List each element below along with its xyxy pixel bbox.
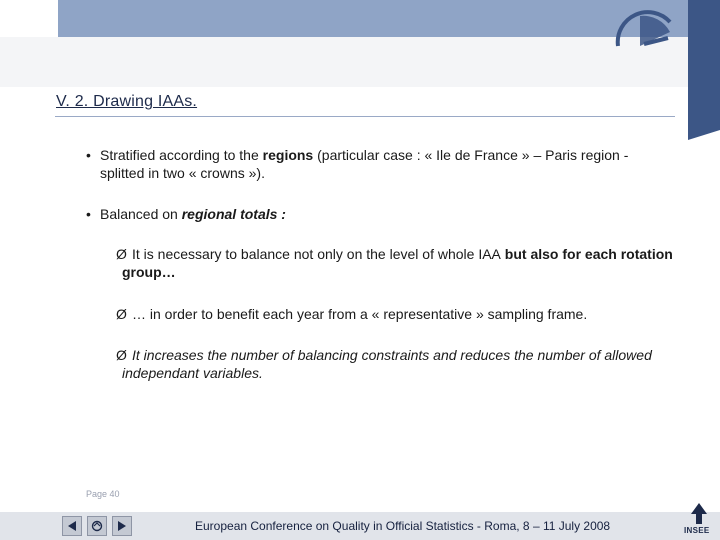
insee-logo-text: INSEE — [684, 526, 710, 535]
arrow-marker: Ø — [116, 246, 127, 262]
bullet-marker: • — [86, 147, 91, 163]
triangle-left-icon — [67, 520, 77, 532]
arrow-text: It is necessary to balance not only on the level of whole IAA but also for each rotation group… — [122, 246, 673, 280]
arrow-text: … in order to benefit each year from a « representative » sampling frame. — [132, 306, 588, 322]
home-button[interactable] — [87, 516, 107, 536]
arrow-marker: Ø — [116, 347, 127, 363]
header-band — [58, 0, 688, 37]
bullet-regions — [86, 146, 676, 182]
arrow-item-sampling-frame — [116, 305, 676, 323]
previous-slide-button[interactable] — [62, 516, 82, 536]
arrow-marker: Ø — [116, 306, 127, 322]
bullet-text: Stratified according to the regions (particular case : « Ile de France » – Paris region - splitted in two « crowns »). — [100, 147, 629, 181]
bullet-regional-totals — [86, 205, 676, 223]
arrow-item-constraints — [116, 346, 676, 382]
arrow-text: It increases the number of balancing constraints and reduces the number of allowed independant variables. — [122, 347, 652, 381]
slide-title: V. 2. Drawing IAAs. — [56, 93, 198, 110]
arrow-item-balance-level — [116, 245, 676, 281]
home-icon — [91, 520, 103, 532]
title-divider — [55, 116, 675, 117]
triangle-right-icon — [117, 520, 127, 532]
title-zone — [0, 37, 688, 87]
conference-footer: European Conference on Quality in Official Statistics - Roma, 8 – 11 July 2008 — [195, 519, 611, 533]
page-number: Page 40 — [86, 489, 120, 499]
right-accent-band — [688, 0, 720, 130]
next-slide-button[interactable] — [112, 516, 132, 536]
bullet-text: Balanced on regional totals : — [100, 206, 286, 222]
bullet-marker: • — [86, 206, 91, 222]
chart-pie-logo-icon — [610, 2, 684, 50]
